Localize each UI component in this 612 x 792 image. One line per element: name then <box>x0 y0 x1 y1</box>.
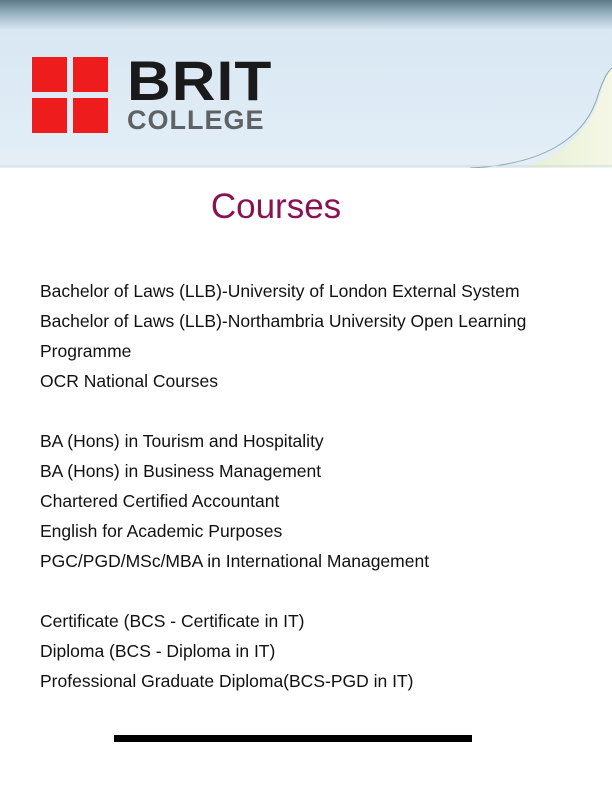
page-title: Courses <box>210 187 342 226</box>
logo-square <box>73 57 108 92</box>
logo-subtitle: COLLEGE <box>127 105 265 135</box>
logo-squares-icon <box>32 57 110 135</box>
course-item: Professional Graduate Diploma(BCS-PGD in IT) <box>40 671 414 691</box>
course-item: Diploma (BCS - Diploma in IT) <box>40 641 276 661</box>
course-item: Bachelor of Laws (LLB)-Northambria University Open Learning Programme <box>40 311 527 361</box>
course-item: BA (Hons) in Tourism and Hospitality <box>40 431 324 451</box>
course-group <box>40 426 580 576</box>
logo-wordmark: BRIT <box>127 49 273 112</box>
course-group <box>40 276 580 396</box>
course-item: PGC/PGD/MSc/MBA in International Management <box>40 551 430 571</box>
logo-square <box>73 98 108 133</box>
footer-divider <box>114 735 472 742</box>
brit-college-logo <box>32 49 282 137</box>
course-group <box>40 606 580 696</box>
logo-square <box>32 57 67 92</box>
course-item: BA (Hons) in Business Management <box>40 461 322 481</box>
course-item: Certificate (BCS - Certificate in IT) <box>40 611 305 631</box>
course-item: OCR National Courses <box>40 371 218 391</box>
course-item: English for Academic Purposes <box>40 521 283 541</box>
logo-square <box>32 98 67 133</box>
course-item: Bachelor of Laws (LLB)-University of London External System <box>40 281 520 301</box>
course-item: Chartered Certified Accountant <box>40 491 280 511</box>
course-list <box>40 276 580 726</box>
